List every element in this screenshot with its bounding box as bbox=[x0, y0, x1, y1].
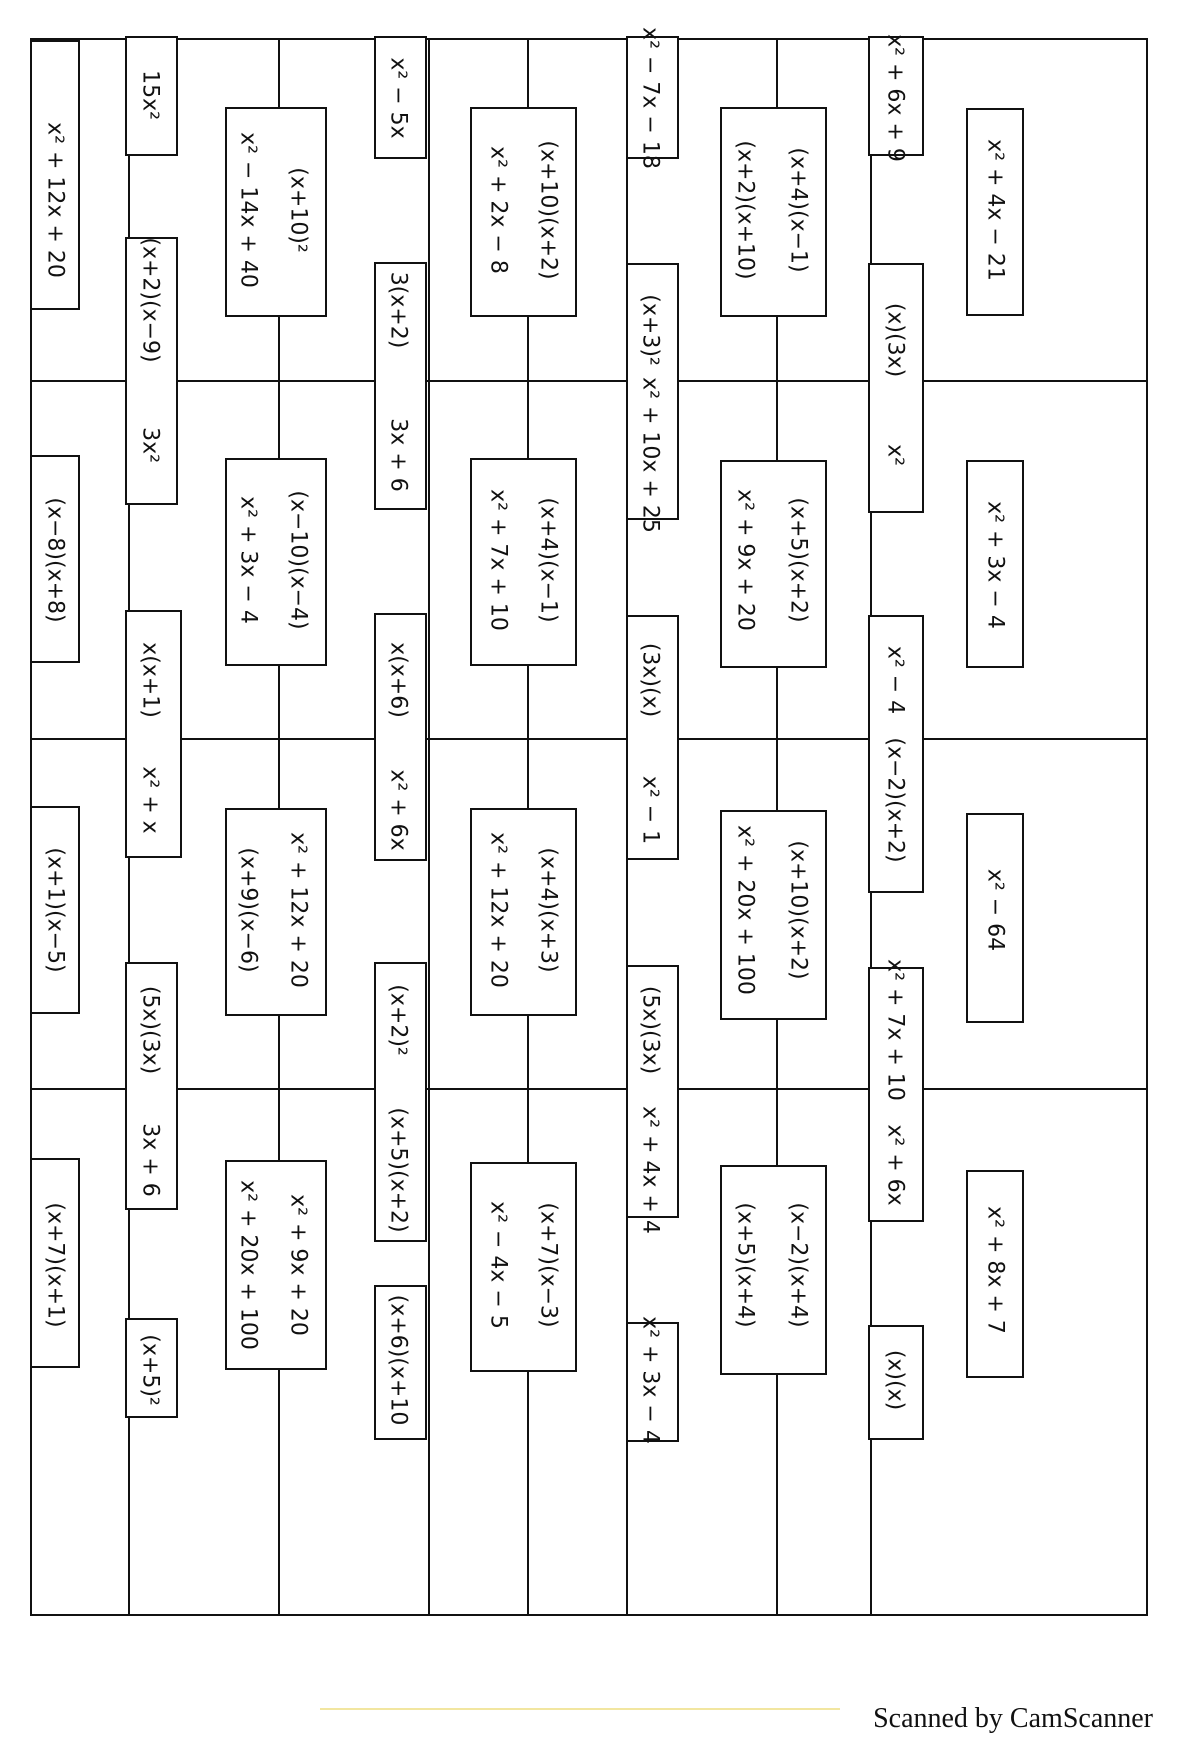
scan-artifact-line bbox=[320, 1708, 840, 1710]
tile-label-15x2: 15x² bbox=[137, 70, 163, 120]
tile-label-x2-plus-6x-plus-9: x² + 6x + 9 bbox=[882, 34, 908, 162]
tile-label-x2-plus-4x-minus-21: x² + 4x − 21 bbox=[982, 139, 1008, 281]
tile-label-x-plus-9-times-x-minus-6: (x+9)(x−6) bbox=[235, 847, 261, 973]
tile-label-x-plus-7-times-x-minus-3: (x+7)(x−3) bbox=[535, 1202, 561, 1328]
tile-label-x-minus-2-times-x-plus-2: (x−2)(x+2) bbox=[882, 737, 908, 863]
tile-label-x-plus-2-times-x-plus-10: (x+2)(x+10) bbox=[732, 140, 758, 280]
tile-label-x2-minus-7x-minus-18: x² − 7x − 18 bbox=[637, 27, 663, 169]
row-divider bbox=[30, 380, 1148, 382]
tile-label-x2-plus-12x-plus-20-c: x² + 12x + 20 bbox=[485, 832, 511, 988]
tile-label-3x2: 3x² bbox=[137, 427, 163, 463]
tile-label-x2-plus-12x-plus-20: x² + 12x + 20 bbox=[42, 122, 68, 278]
tile-label-x-minus-10-times-x-minus-4: (x−10)(x−4) bbox=[285, 490, 311, 630]
tile-label-x-plus-6-times-x-plus-10: (x+6)(x+10 bbox=[385, 1294, 411, 1426]
tile-label-x-times-3x: (x)(3x) bbox=[882, 302, 908, 378]
tile-label-x-plus-3-squared: (x+3)² bbox=[637, 294, 663, 366]
tile-label-x2-plus-7x-plus-10-b: x² + 7x + 10 bbox=[882, 959, 908, 1101]
tile-label-x2-minus-14x-plus-40: x² − 14x + 40 bbox=[235, 132, 261, 288]
column-divider bbox=[428, 38, 430, 1616]
tile-label-x-times-x-plus-1: x(x+1) bbox=[137, 642, 163, 718]
tile-label-x2-plus-4x-plus-4: x² + 4x + 4 bbox=[637, 1106, 663, 1234]
tile-label-x-times-x-plus-6: x(x+6) bbox=[385, 642, 411, 718]
tile-label-x-plus-4-times-x-minus-1-b: (x+4)(x−1) bbox=[785, 147, 811, 273]
tile-label-x-plus-5-times-x-plus-2-b: (x+5)(x+2) bbox=[785, 497, 811, 623]
tile-label-x2-minus-1: x² − 1 bbox=[637, 775, 663, 845]
tile-label-x2-plus-20x-plus-100-b: x² + 20x + 100 bbox=[732, 825, 758, 995]
tile-label-x-minus-8-times-x-plus-8: (x−8)(x+8) bbox=[42, 497, 68, 623]
tile-label-5x-times-3x-a: (5x)(3x) bbox=[137, 985, 163, 1075]
tile-label-x-plus-10-squared: (x+10)² bbox=[285, 167, 311, 253]
tile-label-x-plus-5-squared: (x+5)² bbox=[137, 1334, 163, 1406]
tile-label-x2-plus-8x-plus-7: x² + 8x + 7 bbox=[982, 1206, 1008, 1334]
tile-label-x2-minus-4x-minus-5: x² − 4x − 5 bbox=[485, 1201, 511, 1329]
tile-label-x-plus-5-times-x-plus-4: (x+5)(x+4) bbox=[732, 1202, 758, 1328]
tile-label-3-times-x-plus-2: 3(x+2) bbox=[385, 271, 411, 349]
scanner-watermark: Scanned by CamScanner bbox=[873, 1703, 1153, 1734]
tile-label-3x-plus-6-a: 3x + 6 bbox=[137, 1123, 163, 1197]
tile bbox=[868, 263, 924, 513]
tile-label-x2-minus-64: x² − 64 bbox=[982, 868, 1008, 952]
tile-label-x2-plus-20x-plus-100-a: x² + 20x + 100 bbox=[235, 1180, 261, 1350]
tile-label-x2-plus-7x-plus-10-a: x² + 7x + 10 bbox=[485, 489, 511, 631]
tile-label-x2-plus-6x-b: x² + 6x bbox=[882, 1124, 908, 1206]
tile-label-x-plus-7-times-x-plus-1: (x+7)(x+1) bbox=[42, 1202, 68, 1328]
tile-label-x2-minus-5x: x² − 5x bbox=[385, 57, 411, 139]
tile-label-3x-plus-6-b: 3x + 6 bbox=[385, 418, 411, 492]
tile-label-x2-plus-9x-plus-20-b: x² + 9x + 20 bbox=[732, 489, 758, 631]
tile-label-x-plus-4-times-x-minus-1-a: (x+4)(x−1) bbox=[535, 497, 561, 623]
tile-label-3x-times-x: (3x)(x) bbox=[637, 642, 663, 718]
tile-label-x-plus-10-times-x-plus-2-b: (x+10)(x+2) bbox=[785, 840, 811, 980]
tile-label-x-plus-10-times-x-plus-2-a: (x+10)(x+2) bbox=[535, 140, 561, 280]
tile-label-x-plus-4-times-x-plus-3: (x+4)(x+3) bbox=[535, 847, 561, 973]
tile-label-x2-minus-4: x² − 4 bbox=[882, 645, 908, 715]
tile-label-x2-plus-12x-plus-20-b: x² + 12x + 20 bbox=[285, 832, 311, 988]
tile-label-x-plus-5-times-x-plus-2-a: (x+5)(x+2) bbox=[385, 1107, 411, 1233]
tile-label-x2-plus-6x-a: x² + 6x bbox=[385, 769, 411, 851]
tile-label-x2-plus-3x-minus-4-b: x² + 3x − 4 bbox=[637, 1316, 663, 1444]
tile-label-x2-plus-3x-minus-4-a: x² + 3x − 4 bbox=[235, 496, 261, 624]
tile-label-x2-plus-10x-plus-25: x² + 10x + 25 bbox=[637, 377, 663, 533]
tile-label-x2-plus-3x-minus-4-c: x² + 3x − 4 bbox=[982, 501, 1008, 629]
tile-label-5x-times-3x-b: (5x)(3x) bbox=[637, 985, 663, 1075]
row-divider bbox=[30, 1088, 1148, 1090]
tile-label-x-plus-2-times-x-minus-9: (x+2)(x−9) bbox=[137, 237, 163, 363]
tile-label-x-plus-2-squared: (x+2)² bbox=[385, 984, 411, 1056]
tile-label-x-times-x: (x)(x) bbox=[882, 1349, 908, 1411]
row-divider bbox=[30, 738, 1148, 740]
tile-label-x-minus-2-times-x-plus-4: (x−2)(x+4) bbox=[785, 1202, 811, 1328]
tile-label-x2-plus-x: x² + x bbox=[137, 766, 163, 834]
tile-label-x2-plus-2x-minus-8: x² + 2x − 8 bbox=[485, 146, 511, 274]
tile-label-x2: x² bbox=[882, 444, 908, 466]
tile-label-x2-plus-9x-plus-20-a: x² + 9x + 20 bbox=[285, 1194, 311, 1336]
tile-label-x-plus-1-times-x-minus-5: (x+1)(x−5) bbox=[42, 847, 68, 973]
